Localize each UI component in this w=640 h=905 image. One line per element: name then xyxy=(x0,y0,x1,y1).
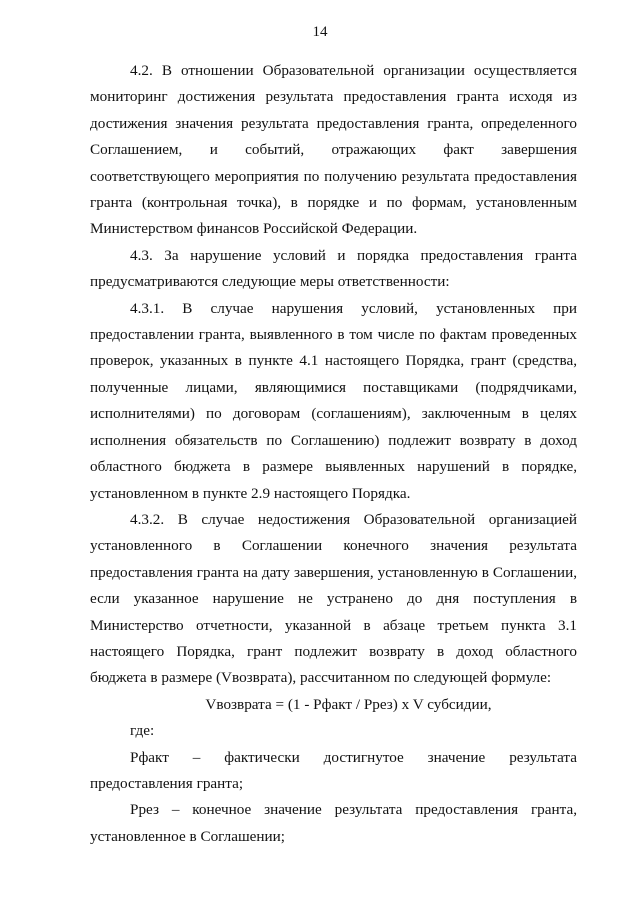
page-number: 14 xyxy=(312,24,328,40)
document-body xyxy=(90,58,577,850)
definition-rfakt: Рфакт – фактически достигнутое значение результата предоставления гранта; xyxy=(90,748,577,792)
paragraph-4-2: 4.2. В отношении Образовательной организации осуществляется мониторинг достижения результата предоставления гранта исходя из достижения значения результата предоставления гранта, определенного Соглашением, и событий, отражающих факт завершения соответствующего мероприятия по получению результата предоставления гранта (контрольная точка), в порядке и по формам, установленным Министерством финансов Российской Федерации. xyxy=(90,62,577,238)
paragraph-4-3: 4.3. За нарушение условий и порядка предоставления гранта предусматриваются следующие меры ответственности: xyxy=(90,246,577,291)
refund-formula: Vвозврата = (1 - Рфакт / Ррез) x V субсидии, xyxy=(205,695,492,713)
where-label: где: xyxy=(130,722,155,740)
definition-rrez: Ррез – конечное значение результата предоставления гранта, установленное в Соглашении; xyxy=(90,801,577,845)
paragraph-4-3-1: 4.3.1. В случае нарушения условий, установленных при предоставлении гранта, выявленного в том числе по фактам проведенных проверок, указанных в пункте 4.1 настоящего Порядка, грант (средства, полученные лицами, являющимися поставщиками (подрядчиками, исполнителями) по договорам (соглашениям), заключенным в целях исполнения обязательств по Соглашению) подлежит возврату в доход областного бюджета в размере выявленных нарушений в порядке, установленном в пункте 2.9 настоящего Порядка. xyxy=(90,299,577,502)
paragraph-4-3-2: 4.3.2. В случае недостижения Образовательной организацией установленного в Соглашении конечного значения результата предоставления гранта на дату завершения, установленную в Соглашении, если указанное нарушение не устранено до дня поступления в Министерство отчетности, указанной в абзаце третьем пункта 3.1 настоящего Порядка, грант подлежит возврату в доход областного бюджета в размере (Vвозврата), рассчитанном по следующей формуле: xyxy=(90,510,577,687)
